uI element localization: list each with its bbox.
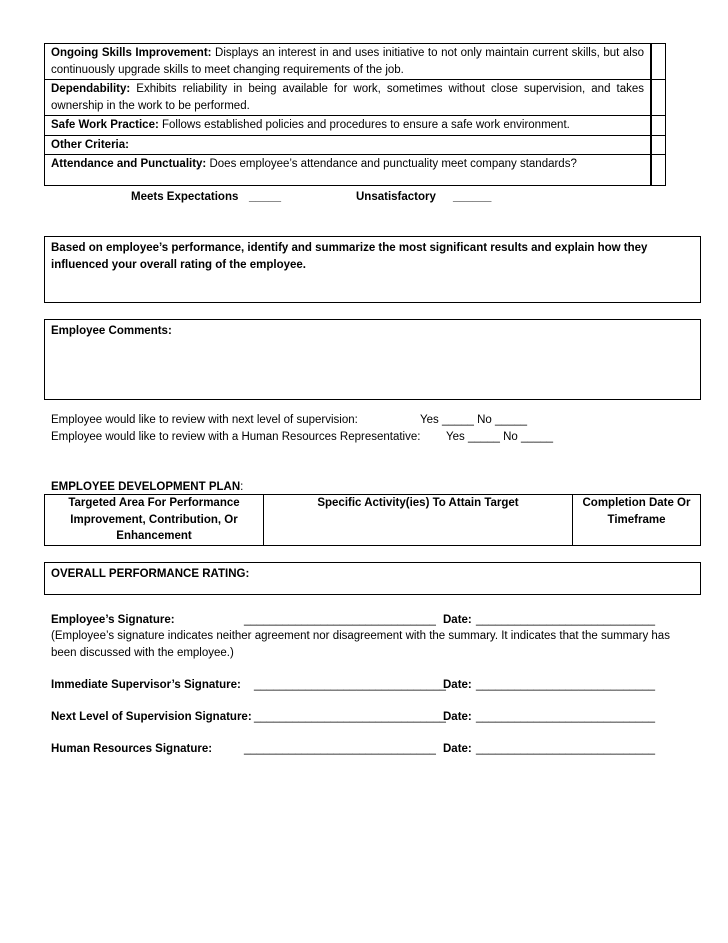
criteria-text: Does employee’s attendance and punctuality meet company standards?	[206, 158, 577, 170]
next-level-signature-label: Next Level of Supervision Signature:	[51, 711, 252, 723]
next-level-date-line[interactable]: ____________________________	[476, 711, 656, 723]
review-hr-text: Employee would like to review with a Human Resources Representative:	[51, 431, 421, 443]
unsatisfactory-label: Unsatisfactory	[356, 191, 436, 203]
next-level-signature-row	[51, 709, 701, 729]
supervisor-date-label: Date:	[443, 679, 472, 691]
criteria-text: Exhibits reliability in being available for work, sometimes without close supervision, and takes ownership in the work to be performed.	[51, 83, 644, 112]
hr-signature-line[interactable]: ______________________________	[244, 743, 436, 755]
dev-col-specific-activity: Specific Activity(ies) To Attain Target	[264, 495, 573, 546]
criteria-cell	[45, 135, 652, 155]
hr-date-line[interactable]: ____________________________	[476, 743, 656, 755]
rating-checkbox-cell[interactable]	[651, 116, 666, 136]
employee-date-line[interactable]: ____________________________	[476, 614, 656, 626]
criteria-row	[45, 80, 666, 116]
criteria-term: Other Criteria:	[51, 138, 129, 151]
hr-signature-label: Human Resources Signature:	[51, 743, 213, 755]
dev-plan-title-text: EMPLOYEE DEVELOPMENT PLAN	[51, 481, 241, 493]
criteria-row	[45, 116, 666, 136]
supervisor-signature-label: Immediate Supervisor’s Signature:	[51, 679, 241, 691]
supervisor-signature-row	[51, 677, 701, 697]
next-level-date-label: Date:	[443, 711, 472, 723]
supervisor-signature-line[interactable]: ______________________________	[254, 679, 446, 691]
criteria-cell	[45, 80, 652, 116]
dev-plan-title-colon: :	[240, 481, 244, 493]
unsatisfactory-blank[interactable]: ______	[453, 191, 492, 203]
rating-checkbox-cell[interactable]	[651, 44, 666, 80]
dev-col-completion-date: Completion Date Or Timeframe	[573, 495, 701, 546]
criteria-row	[45, 44, 666, 80]
review-supervision-text: Employee would like to review with next level of supervision:	[51, 414, 358, 426]
criteria-term: Dependability:	[51, 83, 131, 95]
dev-col-targeted-area: Targeted Area For Performance Improvement, Contribution, Or Enhancement	[45, 495, 264, 546]
employee-date-label: Date:	[443, 614, 472, 626]
supervisor-date-line[interactable]: ____________________________	[476, 679, 656, 691]
criteria-term: Attendance and Punctuality:	[51, 158, 207, 170]
criteria-text: Follows established policies and procedures to ensure a safe work environment.	[158, 119, 570, 131]
review-supervision-options[interactable]: Yes _____ No _____	[420, 414, 528, 426]
employee-signature-note: (Employee’s signature indicates neither agreement nor disagreement with the summary. It indicates that the summary has been discussed with the employee.)	[51, 630, 670, 659]
criteria-cell	[45, 116, 652, 136]
criteria-row	[45, 135, 666, 155]
dev-plan-table	[44, 494, 701, 546]
meets-expectations-blank[interactable]: _____	[249, 191, 281, 203]
criteria-row	[45, 155, 666, 186]
criteria-term: Ongoing Skills Improvement:	[51, 47, 212, 59]
hr-date-label: Date:	[443, 743, 472, 755]
hr-signature-row	[51, 741, 701, 761]
employee-signature-label: Employee’s Signature:	[51, 614, 175, 626]
employee-comments-box[interactable]: Employee Comments:	[44, 319, 701, 400]
overall-rating-box[interactable]: OVERALL PERFORMANCE RATING:	[44, 562, 701, 595]
meets-expectations-label: Meets Expectations	[131, 191, 239, 203]
dev-plan-header-row	[45, 495, 701, 546]
summary-box[interactable]: Based on employee’s performance, identify and summarize the most significant results and explain how they influenced your overall rating of the employee.	[44, 236, 701, 303]
criteria-cell	[45, 155, 652, 186]
criteria-text: Displays an interest in and uses initiative to not only maintain current skills, but also continuously upgrade skills to meet changing requirements of the job.	[51, 47, 644, 76]
review-hr-options[interactable]: Yes _____ No _____	[446, 431, 554, 443]
next-level-signature-line[interactable]: ______________________________	[254, 711, 446, 723]
employee-signature-line[interactable]: ______________________________	[244, 614, 436, 626]
rating-checkbox-cell[interactable]	[651, 80, 666, 116]
criteria-cell	[45, 44, 652, 80]
dev-plan-title	[51, 481, 243, 493]
criteria-term: Safe Work Practice:	[51, 119, 159, 131]
criteria-table	[44, 43, 666, 186]
rating-checkbox-cell[interactable]	[651, 155, 666, 186]
rating-checkbox-cell[interactable]	[651, 135, 666, 155]
